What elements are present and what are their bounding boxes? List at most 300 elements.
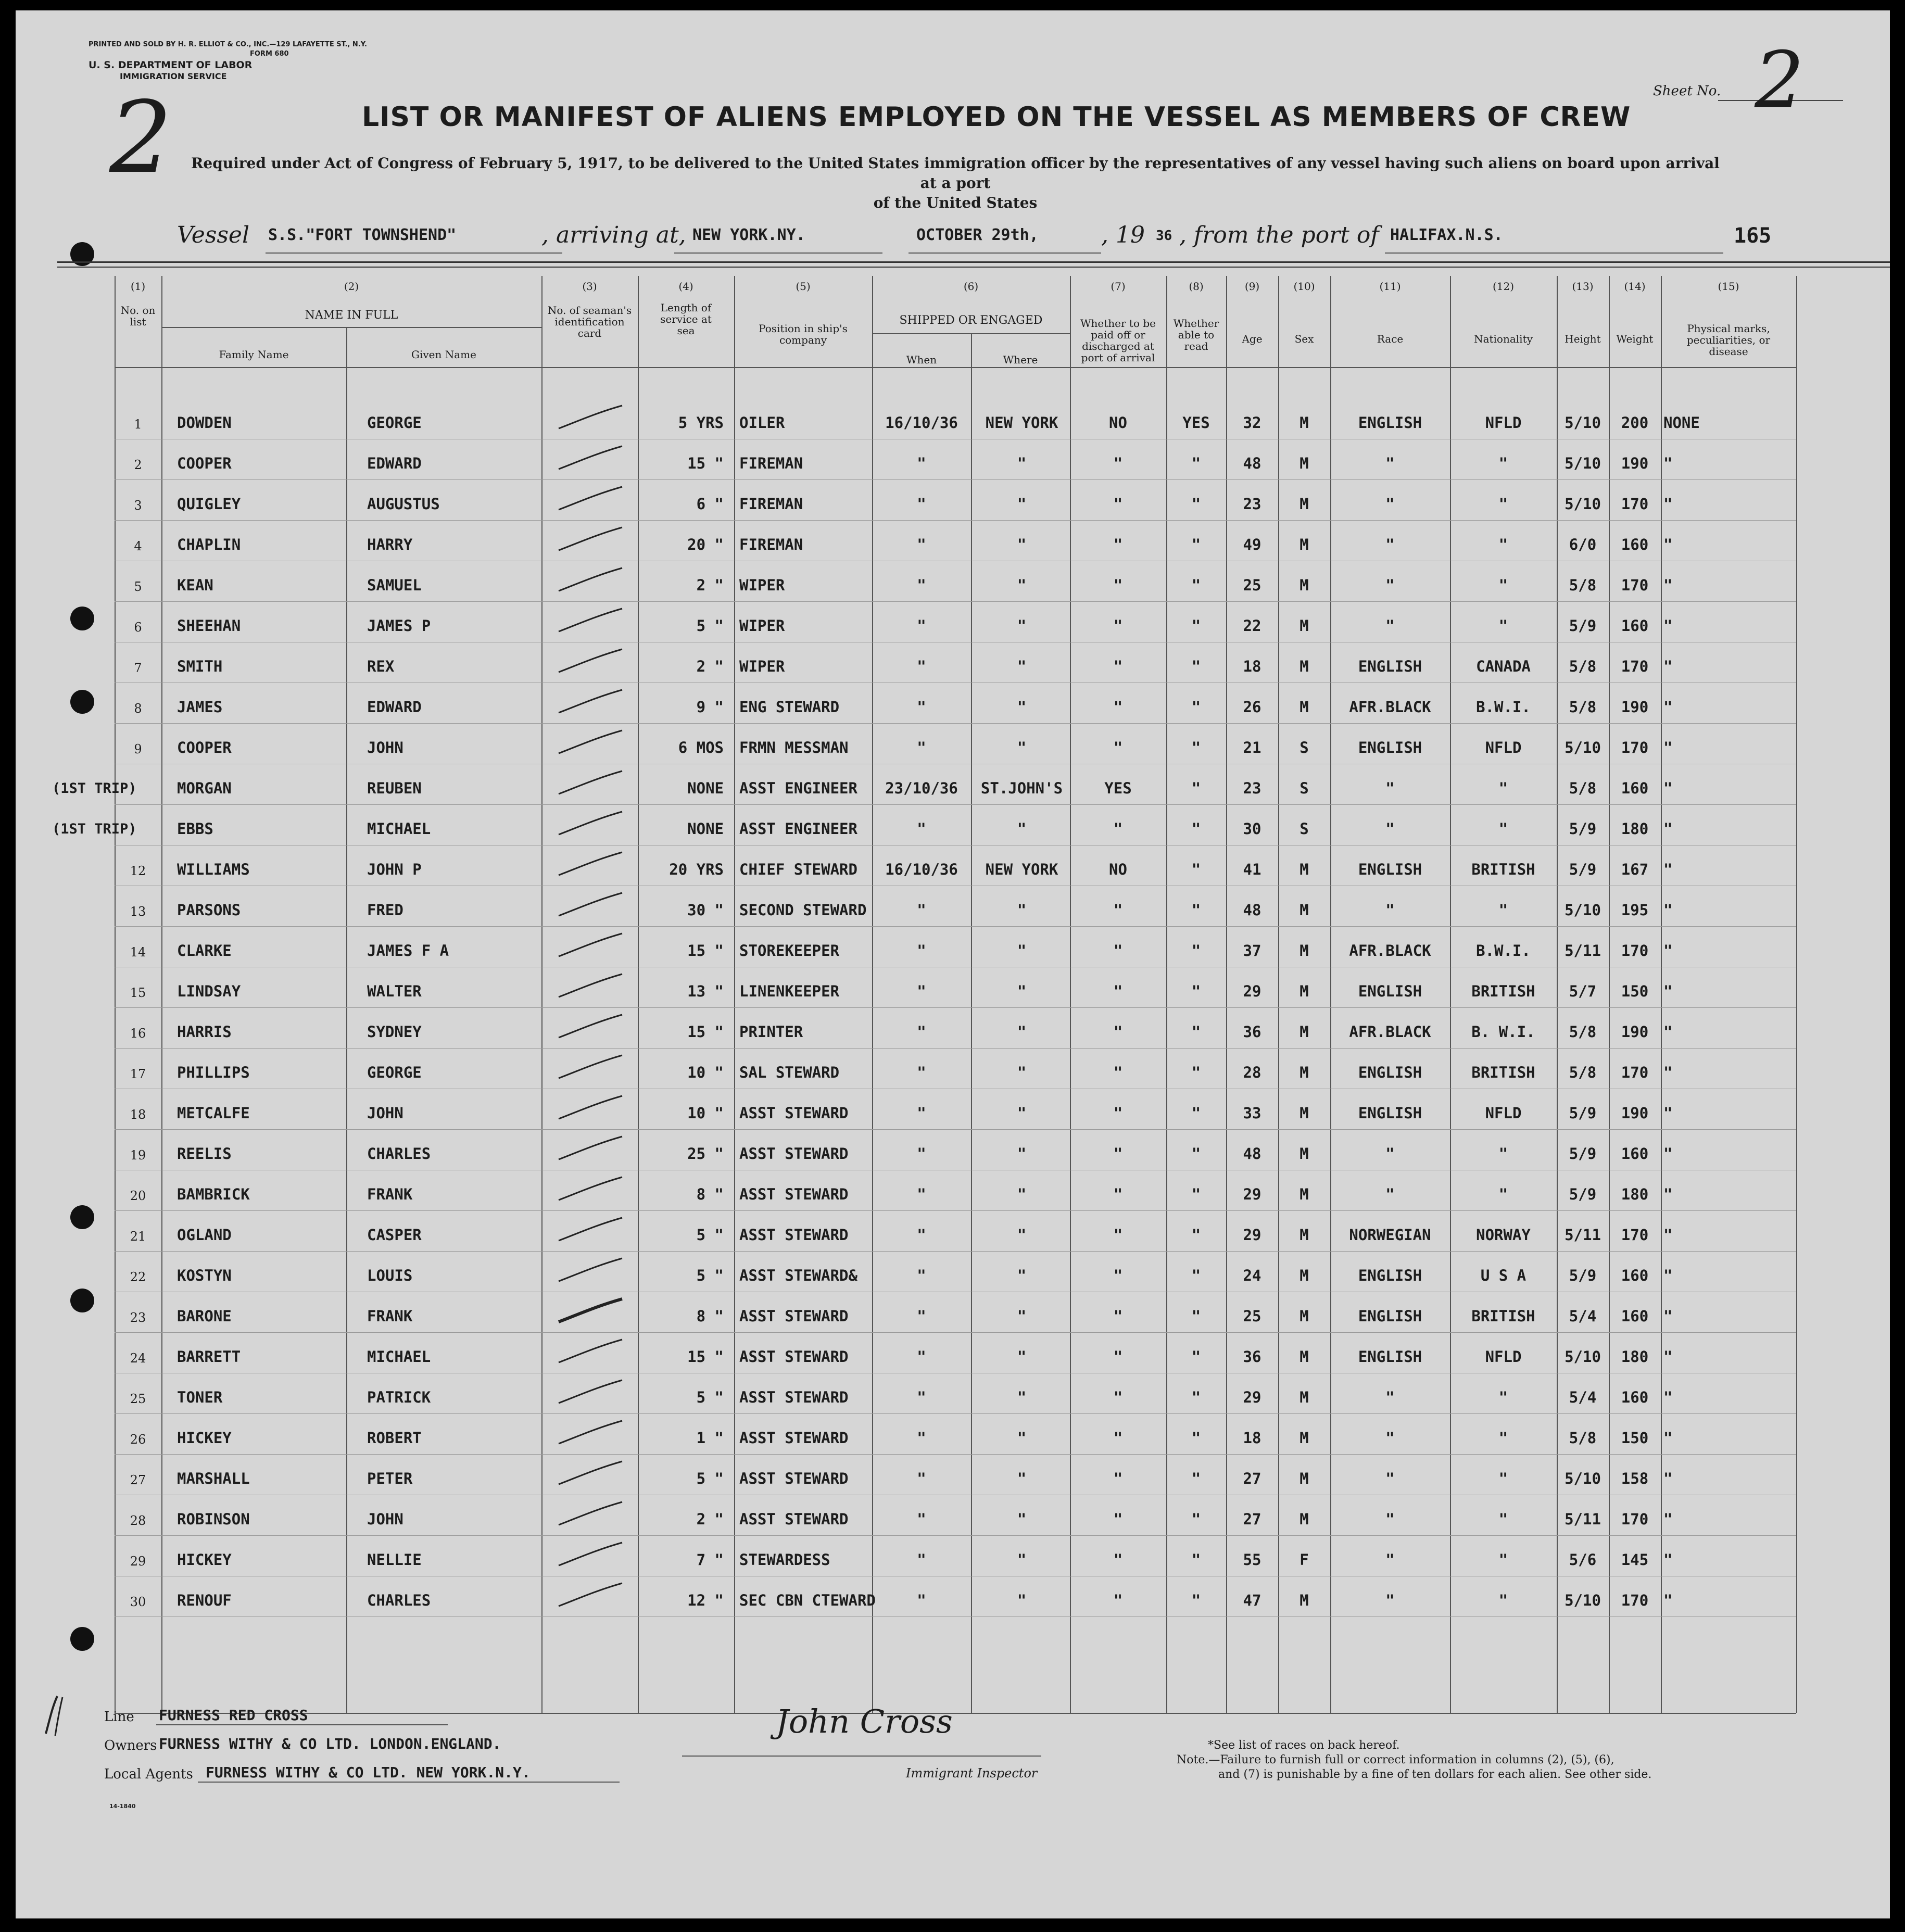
paid-off-cell: "	[1113, 1267, 1123, 1284]
row-rule	[115, 1048, 1796, 1049]
row-number: 16	[130, 1026, 146, 1041]
family-name-cell: OGLAND	[177, 1226, 232, 1244]
race-cell: "	[1385, 901, 1395, 919]
col-num-5: (5)	[796, 280, 811, 293]
race-cell: "	[1385, 820, 1395, 838]
marks-cell: "	[1663, 1307, 1673, 1325]
col-divider	[1796, 276, 1797, 1713]
nationality-cell: "	[1498, 1470, 1508, 1487]
row-rule	[115, 1454, 1796, 1455]
read-cell: "	[1191, 1104, 1201, 1122]
height-cell: 5/8	[1569, 1023, 1597, 1041]
read-cell: "	[1191, 576, 1201, 594]
row-number: (1ST TRIP)	[52, 821, 137, 837]
paid-off-cell: "	[1113, 1551, 1123, 1569]
height-cell: 5/9	[1569, 1104, 1597, 1122]
marks-cell: "	[1663, 1592, 1673, 1609]
col-divider	[971, 333, 972, 1713]
sex-cell: M	[1300, 861, 1309, 878]
row-number: 14	[130, 945, 146, 959]
nationality-cell: "	[1498, 576, 1508, 594]
family-name-cell: DOWDEN	[177, 414, 232, 432]
service-cell: 5 "	[696, 1226, 724, 1244]
sex-cell: S	[1300, 739, 1309, 756]
age-cell: 55	[1243, 1551, 1261, 1569]
family-name-cell: JAMES	[177, 698, 223, 716]
given-name-cell: PETER	[367, 1470, 413, 1487]
nationality-cell: NORWAY	[1476, 1226, 1531, 1244]
col-num-13: (13)	[1572, 280, 1594, 293]
row-number: (1ST TRIP)	[52, 780, 137, 797]
read-cell: "	[1191, 1429, 1201, 1447]
nationality-cell: BRITISH	[1471, 1064, 1535, 1081]
where-cell: "	[1017, 1470, 1027, 1487]
age-cell: 29	[1243, 1226, 1261, 1244]
when-cell: "	[917, 1429, 926, 1447]
read-cell: "	[1191, 1348, 1201, 1366]
when-cell: "	[917, 982, 926, 1000]
where-cell: "	[1017, 1145, 1027, 1163]
paid-off-cell: "	[1113, 1023, 1123, 1041]
where-cell: "	[1017, 495, 1027, 513]
given-name-cell: FRANK	[367, 1185, 413, 1203]
given-name-cell: NELLIE	[367, 1551, 422, 1569]
age-cell: 22	[1243, 617, 1261, 635]
position-cell: CHIEF STEWARD	[739, 861, 857, 878]
where-cell: "	[1017, 1348, 1027, 1366]
read-cell: "	[1191, 820, 1201, 838]
age-cell: 29	[1243, 1185, 1261, 1203]
handwritten-corner-number: 2	[109, 80, 172, 195]
weight-cell: 170	[1621, 658, 1649, 675]
family-name-cell: CLARKE	[177, 942, 232, 959]
header-bottom-rule	[115, 367, 1796, 368]
col-head-shipped: SHIPPED OR ENGAGED	[899, 314, 1043, 327]
family-name-cell: COOPER	[177, 454, 232, 472]
table-bottom-rule	[115, 1713, 1796, 1714]
sex-cell: S	[1300, 820, 1309, 838]
read-cell: "	[1191, 658, 1201, 675]
service-cell: 1 "	[696, 1429, 724, 1447]
service-cell: 2 "	[696, 576, 724, 594]
nationality-cell: "	[1498, 536, 1508, 553]
family-name-cell: TONER	[177, 1388, 223, 1406]
read-cell: "	[1191, 536, 1201, 553]
check-mark-icon	[554, 443, 627, 474]
row-rule	[115, 926, 1796, 927]
race-cell: ENGLISH	[1358, 1348, 1422, 1366]
row-number: 22	[130, 1270, 146, 1284]
where-cell: "	[1017, 1064, 1027, 1081]
where-cell: "	[1017, 1104, 1027, 1122]
read-cell: "	[1191, 1592, 1201, 1609]
subhead-when: When	[906, 353, 937, 366]
sex-cell: M	[1300, 1470, 1309, 1487]
read-cell: "	[1191, 861, 1201, 878]
races-note: *See list of races on back hereof.	[1208, 1739, 1400, 1752]
given-name-cell: JOHN	[367, 1104, 403, 1122]
marks-cell: "	[1663, 1145, 1673, 1163]
when-cell: 16/10/36	[885, 861, 958, 878]
read-cell: "	[1191, 454, 1201, 472]
row-number: 3	[134, 498, 142, 513]
marks-cell: "	[1663, 1023, 1673, 1041]
race-cell: ENGLISH	[1358, 414, 1422, 432]
weight-cell: 180	[1621, 1348, 1649, 1366]
given-name-cell: JAMES P	[367, 617, 431, 635]
sex-cell: M	[1300, 454, 1309, 472]
sex-cell: M	[1300, 617, 1309, 635]
weight-cell: 170	[1621, 1592, 1649, 1609]
height-cell: 5/8	[1569, 698, 1597, 716]
where-cell: "	[1017, 1307, 1027, 1325]
col-num-15: (15)	[1718, 280, 1739, 293]
manifest-sheet	[16, 10, 1890, 1918]
read-cell: "	[1191, 1145, 1201, 1163]
marks-cell: NONE	[1663, 414, 1700, 432]
check-mark-icon	[554, 1539, 627, 1571]
row-rule	[115, 520, 1796, 521]
check-mark-icon	[554, 1255, 627, 1286]
given-name-cell: SAMUEL	[367, 576, 422, 594]
weight-cell: 160	[1621, 617, 1649, 635]
age-cell: 48	[1243, 454, 1261, 472]
weight-cell: 190	[1621, 454, 1649, 472]
page-number: 165	[1734, 224, 1772, 248]
where-cell: "	[1017, 454, 1027, 472]
check-mark-icon	[554, 687, 627, 718]
when-cell: "	[917, 698, 926, 716]
row-rule	[115, 1210, 1796, 1211]
vessel-underline	[266, 252, 562, 254]
col-head-position: Position in ship's company	[759, 322, 848, 346]
nationality-cell: BRITISH	[1471, 982, 1535, 1000]
position-cell: FRMN MESSMAN	[739, 739, 849, 756]
nationality-cell: B.W.I.	[1476, 698, 1531, 716]
weight-cell: 180	[1621, 820, 1649, 838]
age-cell: 23	[1243, 495, 1261, 513]
row-number: 5	[134, 579, 142, 594]
col-divider	[541, 276, 543, 1713]
paid-off-cell: "	[1113, 1348, 1123, 1366]
col-head-sex: Sex	[1294, 333, 1314, 345]
race-cell: ENGLISH	[1358, 982, 1422, 1000]
height-cell: 5/4	[1569, 1388, 1597, 1406]
nationality-cell: "	[1498, 1592, 1508, 1609]
given-name-cell: JOHN	[367, 1510, 403, 1528]
race-cell: "	[1385, 779, 1395, 797]
col-head-height: Height	[1565, 333, 1601, 345]
where-cell: NEW YORK	[985, 414, 1058, 432]
age-cell: 23	[1243, 779, 1261, 797]
row-number: 20	[130, 1189, 146, 1203]
weight-cell: 190	[1621, 698, 1649, 716]
agents-label: Local Agents	[104, 1766, 193, 1782]
given-name-cell: EDWARD	[367, 698, 422, 716]
read-cell: "	[1191, 1307, 1201, 1325]
when-cell: "	[917, 1510, 926, 1528]
col-divider	[1330, 276, 1331, 1713]
where-cell: "	[1017, 1551, 1027, 1569]
marks-cell: "	[1663, 779, 1673, 797]
subhead-given: Given Name	[411, 348, 476, 361]
service-cell: 6 "	[696, 495, 724, 513]
race-cell: "	[1385, 1429, 1395, 1447]
height-cell: 5/7	[1569, 982, 1597, 1000]
nationality-cell: U S A	[1480, 1267, 1526, 1284]
row-number: 17	[130, 1067, 146, 1081]
when-cell: "	[917, 1104, 926, 1122]
when-cell: "	[917, 1267, 926, 1284]
arriving-port: NEW YORK.NY.	[692, 226, 805, 244]
check-mark-icon	[554, 524, 627, 555]
height-cell: 5/9	[1569, 1185, 1597, 1203]
family-name-cell: PHILLIPS	[177, 1064, 250, 1081]
nationality-cell: "	[1498, 1551, 1508, 1569]
when-cell: "	[917, 1348, 926, 1366]
paid-off-cell: "	[1113, 942, 1123, 959]
when-cell: "	[917, 1145, 926, 1163]
height-cell: 5/9	[1569, 1145, 1597, 1163]
age-cell: 37	[1243, 942, 1261, 959]
subhead-where: Where	[1003, 353, 1038, 366]
age-cell: 30	[1243, 820, 1261, 838]
family-name-cell: BARONE	[177, 1307, 232, 1325]
family-name-cell: MARSHALL	[177, 1470, 250, 1487]
weight-cell: 160	[1621, 1307, 1649, 1325]
family-name-cell: SHEEHAN	[177, 617, 241, 635]
given-name-cell: MICHAEL	[367, 1348, 431, 1366]
col-divider	[734, 276, 735, 1713]
nationality-cell: NFLD	[1485, 1348, 1522, 1366]
nationality-cell: B. W.I.	[1471, 1023, 1535, 1041]
position-cell: ASST STEWARD	[739, 1185, 849, 1203]
read-cell: "	[1191, 1388, 1201, 1406]
age-cell: 36	[1243, 1348, 1261, 1366]
department-name: U. S. DEPARTMENT OF LABOR	[89, 59, 253, 71]
position-cell: FIREMAN	[739, 495, 803, 513]
position-cell: ASST STEWARD	[739, 1429, 849, 1447]
height-cell: 5/6	[1569, 1551, 1597, 1569]
position-cell: STOREKEEPER	[739, 942, 840, 959]
sex-cell: M	[1300, 1592, 1309, 1609]
nationality-cell: "	[1498, 1145, 1508, 1163]
family-name-cell: COOPER	[177, 739, 232, 756]
where-cell: "	[1017, 739, 1027, 756]
where-cell: NEW YORK	[985, 861, 1058, 878]
marks-cell: "	[1663, 1429, 1673, 1447]
service-cell: 6 MOS	[678, 739, 724, 756]
when-cell: "	[917, 739, 926, 756]
height-cell: 5/10	[1565, 1348, 1601, 1366]
sex-cell: M	[1300, 982, 1309, 1000]
race-cell: ENGLISH	[1358, 1267, 1422, 1284]
service-cell: 8 "	[696, 1185, 724, 1203]
age-cell: 29	[1243, 1388, 1261, 1406]
sex-cell: S	[1300, 779, 1309, 797]
given-name-cell: EDWARD	[367, 454, 422, 472]
col-divider	[115, 276, 116, 1713]
height-cell: 5/11	[1565, 1226, 1601, 1244]
weight-cell: 170	[1621, 1510, 1649, 1528]
age-cell: 28	[1243, 1064, 1261, 1081]
weight-cell: 170	[1621, 1064, 1649, 1081]
height-cell: 5/9	[1569, 861, 1597, 878]
where-cell: "	[1017, 658, 1027, 675]
row-number: 25	[130, 1392, 146, 1406]
when-cell: "	[917, 942, 926, 959]
paid-off-cell: "	[1113, 1307, 1123, 1325]
paid-off-cell: "	[1113, 1429, 1123, 1447]
marks-cell: "	[1663, 1064, 1673, 1081]
when-cell: "	[917, 1470, 926, 1487]
check-mark-icon	[554, 565, 627, 596]
read-cell: "	[1191, 617, 1201, 635]
family-name-cell: RENOUF	[177, 1592, 232, 1609]
row-rule	[115, 1332, 1796, 1333]
family-name-cell: SMITH	[177, 658, 223, 675]
height-cell: 5/8	[1569, 1429, 1597, 1447]
position-cell: FIREMAN	[739, 454, 803, 472]
race-cell: NORWEGIAN	[1349, 1226, 1431, 1244]
race-cell: AFR.BLACK	[1349, 698, 1431, 716]
row-rule	[115, 1007, 1796, 1008]
where-cell: "	[1017, 1185, 1027, 1203]
age-cell: 36	[1243, 1023, 1261, 1041]
race-cell: "	[1385, 1592, 1395, 1609]
position-cell: ASST STEWARD	[739, 1307, 849, 1325]
read-cell: "	[1191, 901, 1201, 919]
position-cell: SAL STEWARD	[739, 1064, 840, 1081]
marks-cell: "	[1663, 454, 1673, 472]
given-name-cell: JOHN	[367, 739, 403, 756]
weight-cell: 180	[1621, 1185, 1649, 1203]
where-cell: "	[1017, 901, 1027, 919]
position-cell: ASST ENGINEER	[739, 779, 857, 797]
paid-off-cell: "	[1113, 698, 1123, 716]
service-cell: 25 "	[687, 1145, 724, 1163]
col-num-3: (3)	[582, 280, 597, 293]
owners-label: Owners	[104, 1738, 157, 1753]
position-cell: STEWARDESS	[739, 1551, 830, 1569]
height-cell: 5/10	[1565, 1470, 1601, 1487]
given-name-cell: MICHAEL	[367, 820, 431, 838]
family-name-cell: MORGAN	[177, 779, 232, 797]
age-cell: 25	[1243, 576, 1261, 594]
age-cell: 29	[1243, 982, 1261, 1000]
where-cell: "	[1017, 1023, 1027, 1041]
sex-cell: M	[1300, 1510, 1309, 1528]
from-port-label: , from the port of	[1179, 222, 1379, 248]
position-cell: LINENKEEPER	[739, 982, 840, 1000]
paid-off-cell: "	[1113, 454, 1123, 472]
sex-cell: M	[1300, 1185, 1309, 1203]
check-mark-icon	[554, 930, 627, 962]
check-mark-icon	[554, 1458, 627, 1489]
row-number: 28	[130, 1513, 146, 1528]
age-cell: 18	[1243, 1429, 1261, 1447]
nationality-cell: NFLD	[1485, 739, 1522, 756]
service-cell: 5 "	[696, 1470, 724, 1487]
marks-cell: "	[1663, 1348, 1673, 1366]
form-code: 14-1840	[109, 1803, 136, 1810]
race-cell: "	[1385, 536, 1395, 553]
col-head-read: Whether able to read	[1173, 317, 1219, 352]
race-cell: "	[1385, 1145, 1395, 1163]
race-cell: "	[1385, 1470, 1395, 1487]
given-name-cell: HARRY	[367, 536, 413, 553]
when-cell: "	[917, 1592, 926, 1609]
family-name-cell: BARRETT	[177, 1348, 241, 1366]
paid-off-cell: "	[1113, 1510, 1123, 1528]
col-head-marks: Physical marks, peculiarities, or disease	[1686, 322, 1771, 358]
race-cell: ENGLISH	[1358, 658, 1422, 675]
read-cell: "	[1191, 1267, 1201, 1284]
when-cell: "	[917, 1185, 926, 1203]
row-number: 19	[130, 1148, 146, 1163]
punch-hole	[70, 1205, 94, 1229]
paid-off-cell: "	[1113, 1145, 1123, 1163]
read-cell: "	[1191, 1470, 1201, 1487]
when-cell: "	[917, 901, 926, 919]
family-name-cell: KOSTYN	[177, 1267, 232, 1284]
col-divider	[161, 276, 162, 1713]
marks-cell: "	[1663, 1388, 1673, 1406]
race-cell: "	[1385, 454, 1395, 472]
col-num-12: (12)	[1492, 280, 1515, 293]
where-cell: "	[1017, 820, 1027, 838]
age-cell: 48	[1243, 1145, 1261, 1163]
service-cell: 10 "	[687, 1064, 724, 1081]
given-name-cell: CHARLES	[367, 1592, 431, 1609]
age-cell: 25	[1243, 1307, 1261, 1325]
nationality-cell: CANADA	[1476, 658, 1531, 675]
col-divider	[872, 276, 873, 1713]
given-name-cell: GEORGE	[367, 414, 422, 432]
subtitle-line-2: of the United States	[873, 194, 1038, 211]
service-cell: 5 "	[696, 1388, 724, 1406]
weight-cell: 160	[1621, 536, 1649, 553]
given-name-cell: REX	[367, 658, 395, 675]
service-cell: 5 "	[696, 1267, 724, 1284]
manifest-title: LIST OR MANIFEST OF ALIENS EMPLOYED ON THE VESSEL AS MEMBERS OF CREW	[362, 102, 1631, 133]
col-divider	[638, 276, 639, 1713]
race-cell: "	[1385, 1510, 1395, 1528]
sex-cell: M	[1300, 1104, 1309, 1122]
height-cell: 5/9	[1569, 820, 1597, 838]
marks-cell: "	[1663, 658, 1673, 675]
given-name-cell: FRED	[367, 901, 403, 919]
weight-cell: 150	[1621, 982, 1649, 1000]
height-cell: 5/11	[1565, 1510, 1601, 1528]
check-mark-icon	[554, 605, 627, 637]
where-cell: "	[1017, 536, 1027, 553]
row-number: 12	[130, 864, 146, 878]
weight-cell: 160	[1621, 1388, 1649, 1406]
family-name-cell: REELIS	[177, 1145, 232, 1163]
age-cell: 27	[1243, 1510, 1261, 1528]
marks-cell: "	[1663, 1470, 1673, 1487]
position-cell: WIPER	[739, 617, 785, 635]
col-num-6: (6)	[963, 280, 979, 293]
position-cell: PRINTER	[739, 1023, 803, 1041]
age-cell: 41	[1243, 861, 1261, 878]
nationality-cell: BRITISH	[1471, 1307, 1535, 1325]
position-cell: ENG STEWARD	[739, 698, 840, 716]
check-mark-icon	[554, 402, 627, 434]
sex-cell: M	[1300, 1307, 1309, 1325]
height-cell: 5/8	[1569, 576, 1597, 594]
